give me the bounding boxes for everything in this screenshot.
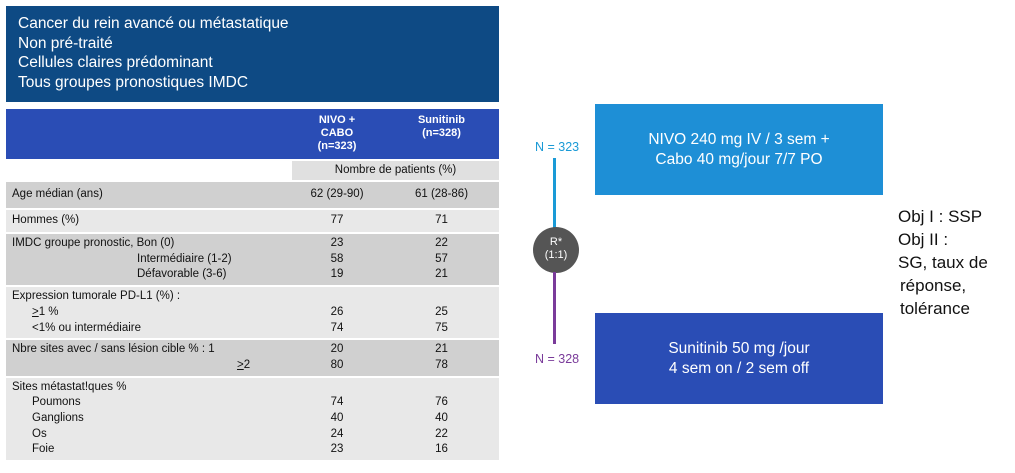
header-nivo-cabo (292, 109, 382, 159)
objective-line: tolérance (900, 299, 970, 318)
cell-value: 16 (435, 443, 448, 456)
row-label-line: Expression tumorale PD-L1 (%) : (12, 290, 181, 303)
cell-value: 74 (330, 396, 344, 409)
row-label (6, 340, 290, 375)
row-value-sunitinib (384, 287, 499, 338)
label-text: 2 (243, 358, 251, 371)
cell-value: 22 (435, 427, 448, 440)
cell-value: 26 (330, 305, 344, 318)
rand-ratio: (1:1) (544, 249, 568, 261)
cell-value: 25 (435, 305, 448, 318)
arm-text: 4 sem on / 2 sem off (668, 360, 810, 377)
header-text: Sunitinib (417, 114, 466, 126)
criteria-line: Non pré-traité (18, 34, 113, 52)
cell-value: 74 (330, 321, 344, 334)
row-value-nivo: 77 (330, 214, 344, 227)
cell-value: 22 (435, 237, 448, 249)
rand-label: R* (549, 236, 563, 248)
table-subheader-row (6, 161, 499, 182)
cell-value: 19 (330, 268, 344, 281)
arm-text: Sunitinib 50 mg /jour (668, 340, 810, 357)
header-text: (n=328) (422, 127, 461, 139)
table-row-imdc (6, 234, 499, 287)
cell-value: 21 (435, 343, 448, 356)
row-value-sunitinib: 61 (28-86) (414, 188, 469, 201)
row-value-nivo (292, 340, 382, 375)
cell-value: 58 (330, 252, 344, 265)
row-label-line: Défavorable (3-6) (137, 268, 227, 281)
baseline-characteristics-table (6, 109, 499, 460)
cell-value: 23 (330, 443, 344, 456)
objective-line: réponse, (900, 276, 967, 295)
n-top-label: N = 323 (535, 140, 580, 154)
cell-value: 21 (435, 268, 448, 281)
row-value-sunitinib: 71 (435, 214, 448, 227)
n-bottom-label: N = 328 (535, 352, 580, 366)
cell-value: 78 (435, 358, 448, 371)
subheader-blank-cell (6, 161, 290, 180)
header-text: (n=323) (317, 140, 357, 152)
header-text: NIVO + (318, 114, 356, 126)
row-value-nivo (292, 234, 382, 285)
table-row-metastases (6, 378, 499, 461)
row-label-line (12, 358, 290, 374)
table-header-row (6, 109, 499, 161)
gte-symbol: > (32, 305, 39, 318)
cell-value: 75 (435, 321, 448, 334)
cell-value: 57 (435, 252, 448, 265)
objective-line: Obj I : SSP (898, 207, 983, 226)
row-label-line: Foie (32, 443, 55, 456)
randomization-node (533, 227, 579, 273)
cell-value: 23 (330, 237, 344, 249)
row-value-nivo (292, 287, 382, 338)
gte-symbol: > (237, 358, 244, 371)
row-value-nivo: 62 (29-90) (310, 188, 364, 201)
row-label-line: Sites métastat!ques % (12, 380, 127, 393)
objective-line: SG, taux de (898, 253, 988, 272)
subheader-text: Nombre de patients (%) (292, 161, 499, 180)
cell-value: 24 (330, 427, 344, 440)
header-blank-cell (6, 109, 290, 159)
row-label: Age médian (ans) (12, 188, 103, 201)
criteria-line: Cancer du rein avancé ou métastatique (18, 15, 289, 32)
inclusion-criteria-box (6, 6, 499, 102)
cell-value: 76 (435, 396, 448, 409)
row-label-line: Os (32, 427, 47, 440)
cell-value: 40 (435, 412, 448, 425)
connector-line-bottom (553, 272, 556, 344)
row-label (6, 234, 290, 285)
arm-sunitinib-box (595, 313, 883, 404)
objectives-text (898, 205, 988, 320)
table-row-sites (6, 340, 499, 377)
row-label-line: Nbre sites avec / sans lésion cible % : 1 (12, 343, 215, 356)
table-row-pdl1 (6, 287, 499, 340)
criteria-line: Tous groupes pronostiques IMDC (18, 73, 249, 91)
objective-line: Obj II : (898, 230, 949, 249)
cell-value: 80 (330, 358, 344, 371)
arm-nivo-cabo-box (595, 104, 883, 195)
label-text: 1 % (38, 305, 59, 318)
row-label-line: IMDC groupe pronostic, Bon (0) (12, 237, 175, 249)
row-label-line (12, 305, 290, 321)
header-sunitinib (384, 109, 499, 159)
row-label-line: <1% ou intermédiaire (32, 321, 141, 334)
arm-text: NIVO 240 mg IV / 3 sem + (648, 131, 830, 148)
table-row-hommes (6, 210, 499, 234)
table-row-age (6, 182, 499, 210)
row-label-line: Ganglions (32, 412, 84, 425)
row-label (6, 287, 290, 338)
criteria-line: Cellules claires prédominant (18, 54, 213, 71)
row-value-sunitinib (384, 378, 499, 461)
row-label-line: Poumons (32, 396, 81, 409)
row-value-nivo (292, 378, 382, 461)
row-value-sunitinib (384, 234, 499, 285)
row-label-line: Intermédiaire (1-2) (137, 252, 232, 265)
row-label: Hommes (%) (12, 214, 80, 227)
row-label (6, 378, 290, 461)
arm-text: Cabo 40 mg/jour 7/7 PO (655, 151, 823, 168)
header-text: CABO (320, 127, 354, 139)
row-value-sunitinib (384, 340, 499, 375)
cell-value: 40 (330, 412, 344, 425)
cell-value: 20 (330, 343, 344, 356)
